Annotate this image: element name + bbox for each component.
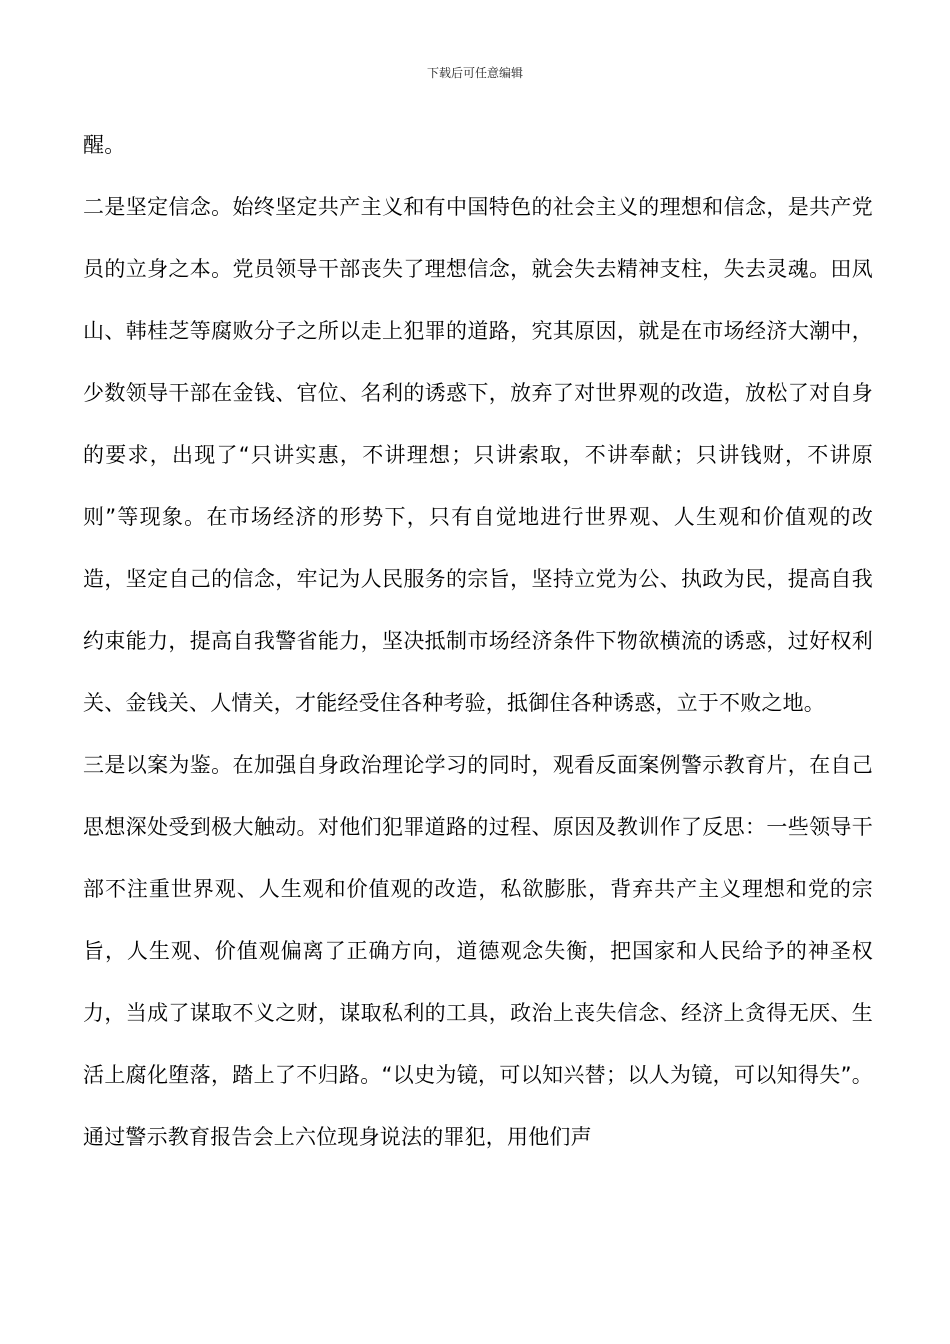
paragraph-lessons-from-cases: 三是以案为鉴。在加强自身政治理论学习的同时，观看反面案例警示教育片，在自己思想深处受到极大触动。对他们犯罪道路的过程、原因及教训作了反思：一些领导干部不注重世界观、人生观和价值观的改造，私欲膨胀，背弃共产主义理想和党的宗旨，人生观、价值观偏离了正确方向，道德观念失衡，把国家和人民给予的神圣权力，当成了谋取不义之财，谋取私利的工具，政治上丧失信念、经济上贪得无厌、生活上腐化堕落，踏上了不归路。“以史为镜，可以知兴替；以人为镜，可以知得失”。通过警示教育报告会上六位现身说法的罪犯，用他们声 <box>83 753 873 1149</box>
paragraph-firm-belief: 二是坚定信念。始终坚定共产主义和有中国特色的社会主义的理想和信念，是共产党员的立身之本。党员领导干部丧失了理想信念，就会失去精神支柱，失去灵魂。田凤山、韩桂芝等腐败分子之所以走上犯罪的道路，究其原因，就是在市场经济大潮中，少数领导干部在金钱、官位、名利的诱惑下，放弃了对世界观的改造，放松了对自身的要求，出现了“只讲实惠，不讲理想；只讲索取，不讲奉献；只讲钱财，不讲原则”等现象。在市场经济的形势下，只有自觉地进行世界观、人生观和价值观的改造，坚定自己的信念，牢记为人民服务的宗旨，坚持立党为公、执政为民，提高自我约束能力，提高自我警省能力，坚决抵制市场经济条件下物欲横流的诱惑，过好权利关、金钱关、人情关，才能经受住各种考验，抵御住各种诱惑，立于不败之地。 <box>83 195 873 715</box>
document-body <box>83 114 873 1168</box>
page-header: 下载后可任意编辑 <box>426 66 523 80</box>
paragraph-continuation: 醒。 <box>83 133 126 157</box>
